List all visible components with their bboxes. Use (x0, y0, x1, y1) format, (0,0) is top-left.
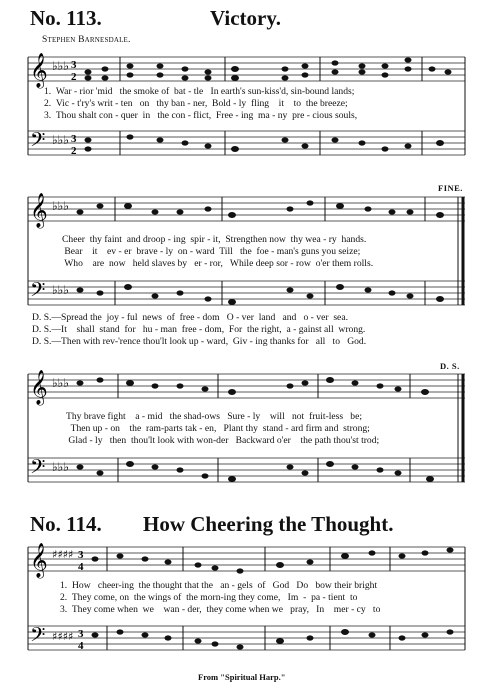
svg-text:𝄞: 𝄞 (30, 53, 48, 88)
lyric-line: Thy brave fight a - mid the shad-ows Sure - ly will not fruit-less be; (66, 411, 363, 422)
svg-text:𝄢: 𝄢 (30, 455, 46, 483)
bass-staff (28, 458, 465, 482)
ds-lyric-line: D. S.—Then with rev-'rence thou'lt look up - ward, Giv - ing thanks for all to God. (32, 336, 367, 347)
svg-text:♭♭♭: ♭♭♭ (52, 283, 69, 297)
treble-staff (28, 374, 465, 398)
svg-text:♭♭♭: ♭♭♭ (52, 199, 69, 213)
svg-text:𝄞: 𝄞 (30, 370, 48, 405)
source-footer: From "Spiritual Harp." (198, 672, 286, 682)
lyric-line: 1. How cheer-ing the thought that the an - gels of God Do bow their bright (60, 580, 378, 591)
lyric-line: 2. Vic - t'ry's writ - ten on thy ban - ner, Bold - ly fling it to the breeze; (44, 98, 348, 109)
svg-text:3: 3 (78, 628, 84, 640)
bass-staff (28, 131, 465, 155)
svg-text:𝄢: 𝄢 (30, 128, 46, 156)
composer-credit: Stephen Barnesdale. (42, 35, 131, 45)
svg-text:𝄞: 𝄞 (30, 543, 48, 578)
svg-text:2: 2 (71, 71, 77, 83)
fine-marking: FINE. (438, 183, 463, 193)
svg-text:♭♭♭: ♭♭♭ (52, 59, 69, 73)
svg-text:3: 3 (71, 59, 77, 71)
lyric-line: 3. They come when we wan - der, they come when we pray, In mer - cy to (60, 604, 381, 615)
svg-text:𝄞: 𝄞 (30, 193, 48, 228)
hymn-number: No. 113. (30, 6, 102, 30)
svg-text:♯♯♯♯: ♯♯♯♯ (52, 548, 74, 561)
hymn-title: Victory. (210, 6, 281, 30)
treble-staff (28, 197, 465, 221)
lyric-line: 2. They come, on the wings of the morn-ing they come, Im - pa - tient to (60, 592, 358, 603)
bass-staff (28, 281, 465, 305)
ds-marking: D. S. (440, 361, 460, 371)
lyric-line: Bear it ev - er brave - ly on - ward Till the foe - man's guns you seize; (62, 246, 361, 257)
lyric-line: Then up - on the ram-parts tak - en, Plant thy stand - ard firm and strong; (66, 423, 370, 434)
svg-text:♭♭♭: ♭♭♭ (52, 133, 69, 147)
svg-text:3: 3 (71, 133, 77, 145)
ds-lyric-line: D. S.—It shall stand for hu - man free - dom, For the right, a - gainst all wrong. (32, 324, 366, 335)
svg-text:♭♭♭: ♭♭♭ (52, 376, 69, 390)
hymn-title: How Cheering the Thought. (143, 512, 394, 536)
lyric-line: Glad - ly then thou'lt look with won-der Backward o'er the path thou'st trod; (66, 435, 380, 446)
lyric-line: 3. Thou shalt con - quer in the con - flict, Free - ing ma - ny pre - cious souls, (44, 110, 358, 121)
lyric-line: Cheer thy faint and droop - ing spir - it, Strengthen now thy wea - ry hands. (62, 234, 367, 245)
ds-lyric-line: D. S.—Spread the joy - ful news of free - dom O - ver land and o - ver sea. (32, 312, 348, 323)
treble-staff (28, 547, 465, 571)
svg-text:4: 4 (78, 561, 84, 573)
lyric-line: 1. War - rior 'mid the smoke of bat - tle In earth's sun-kiss'd, sin-bound lands; (44, 86, 355, 97)
svg-text:4: 4 (78, 640, 84, 652)
hymn-number: No. 114. (30, 512, 102, 536)
svg-text:2: 2 (71, 145, 77, 157)
svg-text:♯♯♯♯: ♯♯♯♯ (52, 630, 74, 643)
svg-text:𝄢: 𝄢 (30, 278, 46, 306)
svg-text:♭♭♭: ♭♭♭ (52, 460, 69, 474)
lyric-line: Who are now held slaves by er - ror, While deep sor - row o'er them rolls. (62, 258, 374, 269)
svg-text:3: 3 (78, 549, 84, 561)
bass-staff (28, 626, 465, 650)
treble-staff (28, 57, 465, 81)
svg-text:𝄢: 𝄢 (30, 623, 46, 651)
